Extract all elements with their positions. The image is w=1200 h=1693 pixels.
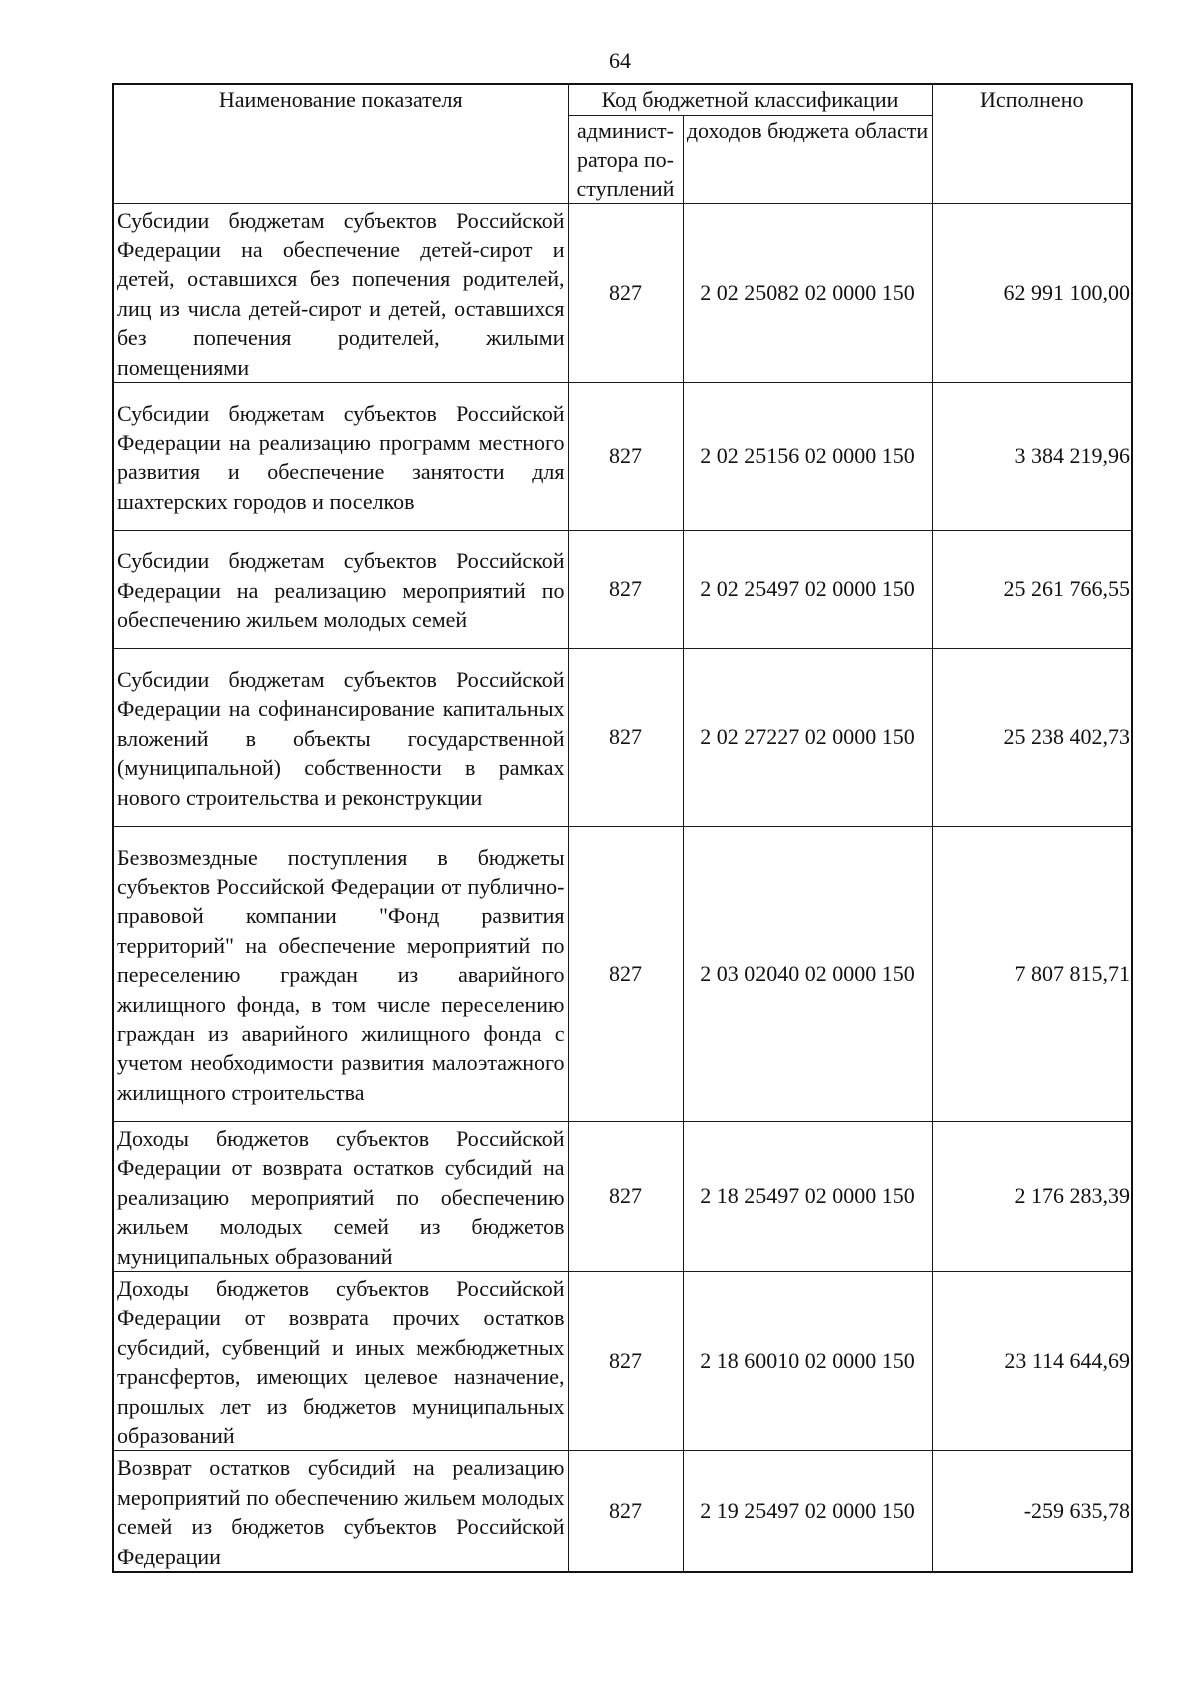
row-income-code: 2 02 25156 02 0000 150 [683, 382, 932, 530]
row-amount: 25 238 402,73 [932, 648, 1132, 826]
row-income-code: 2 19 25497 02 0000 150 [683, 1451, 932, 1572]
row-name: Субсидии бюджетам субъектов Российской Федерации на реализацию мероприятий по обеспечению жильем молодых семей [113, 530, 568, 648]
header-executed: Исполнено [932, 84, 1132, 203]
table-row [113, 530, 1132, 648]
row-amount: 3 384 219,96 [932, 382, 1132, 530]
row-admin-code: 827 [568, 648, 683, 826]
row-admin-code: 827 [568, 382, 683, 530]
row-amount: 62 991 100,00 [932, 203, 1132, 382]
row-admin-code: 827 [568, 1271, 683, 1450]
row-admin-code: 827 [568, 203, 683, 382]
table-row [113, 1121, 1132, 1271]
row-income-code: 2 02 25497 02 0000 150 [683, 530, 932, 648]
row-income-code: 2 03 02040 02 0000 150 [683, 826, 932, 1121]
row-income-code: 2 18 25497 02 0000 150 [683, 1121, 932, 1271]
row-name: Возврат остатков субсидий на реализацию мероприятий по обеспечению жильем молодых семей из бюджетов субъектов Российской Федерации [113, 1451, 568, 1572]
row-amount: 25 261 766,55 [932, 530, 1132, 648]
table-row [113, 382, 1132, 530]
row-amount: 7 807 815,71 [932, 826, 1132, 1121]
row-income-code: 2 02 27227 02 0000 150 [683, 648, 932, 826]
row-name: Доходы бюджетов субъектов Российской Федерации от возврата прочих остатков субсидий, субвенций и иных межбюджетных трансфертов, имеющих целевое назначение, прошлых лет из бюджетов муниципальных образований [113, 1271, 568, 1450]
row-name: Субсидии бюджетам субъектов Российской Федерации на софинансирование капитальных вложений в объекты государственной (муниципальной) собственности в рамках нового строительства и реконструкции [113, 648, 568, 826]
row-amount: -259 635,78 [932, 1451, 1132, 1572]
row-amount: 2 176 283,39 [932, 1121, 1132, 1271]
row-name: Субсидии бюджетам субъектов Российской Федерации на обеспечение детей-сирот и детей, оставшихся без попечения родителей, лиц из числа детей-сирот и детей, оставшихся без попечения родителей, жилыми помещениями [113, 203, 568, 382]
header-code-group: Код бюджетной классификации [568, 84, 932, 115]
row-admin-code: 827 [568, 826, 683, 1121]
page-number: 64 [609, 48, 631, 73]
row-income-code: 2 02 25082 02 0000 150 [683, 203, 932, 382]
row-income-code: 2 18 60010 02 0000 150 [683, 1271, 932, 1450]
row-admin-code: 827 [568, 1121, 683, 1271]
row-name: Субсидии бюджетам субъектов Российской Федерации на реализацию программ местного развития и обеспечение занятости для шахтерских городов и поселков [113, 382, 568, 530]
table-row [113, 203, 1132, 382]
row-name: Безвозмездные поступления в бюджеты субъектов Российской Федерации от публично-правовой компании "Фонд развития территорий" на обеспечение мероприятий по переселению граждан из аварийного жилищного фонда, в том числе переселению граждан из аварийного жилищного фонда с учетом необходимости развития малоэтажного жилищного строительства [113, 826, 568, 1121]
header-name: Наименование показателя [113, 84, 568, 203]
budget-income-table [112, 83, 1133, 1573]
row-amount: 23 114 644,69 [932, 1271, 1132, 1450]
row-admin-code: 827 [568, 530, 683, 648]
row-name: Доходы бюджетов субъектов Российской Федерации от возврата остатков субсидий на реализацию мероприятий по обеспечению жильем молодых семей из бюджетов муниципальных образований [113, 1121, 568, 1271]
row-admin-code: 827 [568, 1451, 683, 1572]
table-row [113, 648, 1132, 826]
header-admin: админист-ратора по-ступлений [568, 115, 683, 203]
header-income: доходов бюджета области [683, 115, 932, 203]
table-row [113, 826, 1132, 1121]
table-row [113, 1271, 1132, 1450]
table-row [113, 1451, 1132, 1572]
